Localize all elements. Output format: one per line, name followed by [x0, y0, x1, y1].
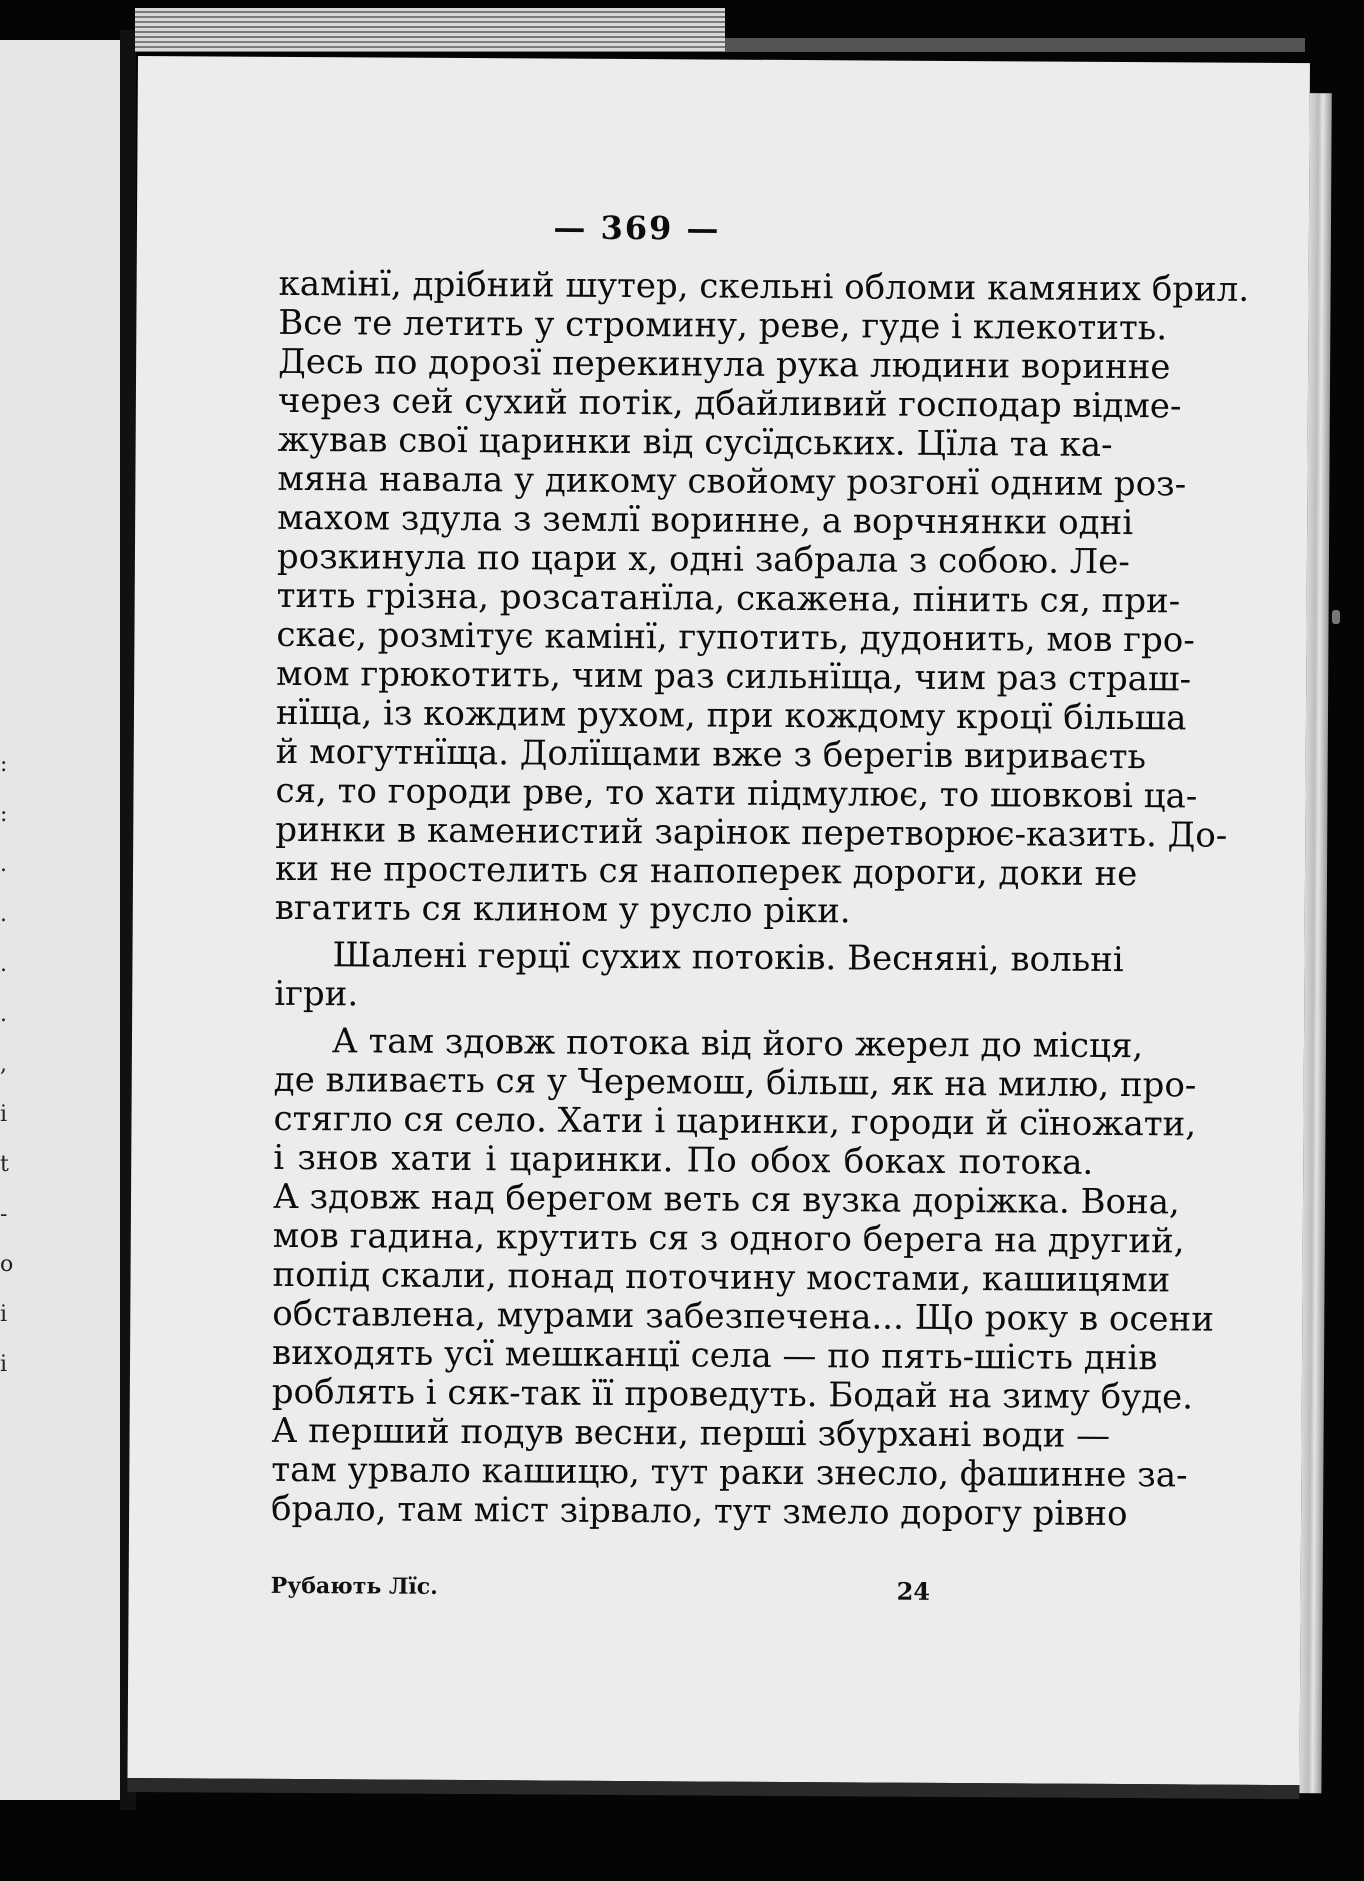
text-line: нїща, із кождим рухом, при кождому кроцї більша: [275, 692, 1187, 739]
text-line: Шалені герцї сухих потоків. Весняні, вольні: [332, 935, 1124, 981]
text-line: камінї, дрібний шутер, скельні обломи камяних брил.: [278, 263, 1250, 310]
text-line: Десь по дорозї перекинула рука людини воринне: [278, 341, 1171, 388]
dust-speck: [1332, 610, 1340, 624]
text-line: мом грюкотить, чим раз сильнїща, чим раз страш-: [276, 653, 1192, 700]
body-text: [271, 263, 1250, 1535]
left-page-sliver: [0, 40, 128, 1800]
left-page-marks: : : . . . . , i t - o i i: [0, 752, 14, 1377]
text-line: А перший подув весни, перші збурхані води —: [271, 1410, 1111, 1456]
text-line: стягло ся село. Хати і царинки, городи й сїножати,: [273, 1098, 1197, 1145]
text-line: махом здула з землї воринне, а ворчнянки одні: [277, 497, 1134, 544]
text-line: Все те летить у стромину, реве, гуде і клекотить.: [278, 302, 1168, 349]
page-edge: [1299, 93, 1331, 1793]
text-line: роблять і сяк-так її проведуть. Бодай на зиму буде.: [271, 1371, 1194, 1418]
text-line: ігри.: [274, 973, 359, 1015]
text-line: попід скали, понад поточину мостами, кашицями: [272, 1254, 1171, 1301]
text-line: брало, там міст зірвало, тут змело дорогу рівно: [271, 1488, 1128, 1535]
text-line: й могутнїща. Долїщами вже з берегів вириваєть: [275, 731, 1147, 778]
text-line: і знов хати і царинки. По обох боках потока.: [273, 1137, 1094, 1183]
page-bottom-shadow: [127, 1778, 1299, 1799]
text-line: розкинула по цари х, одні забрала з собою. Ле-: [276, 536, 1130, 583]
book-page: [127, 56, 1309, 1785]
text-line: де вливаєть ся у Черемош, більш, як на милю, про-: [273, 1059, 1197, 1106]
text-line: А там здовж потока від його жерел до місця,: [331, 1021, 1144, 1067]
text-line: тить грізна, розсатанїла, скажена, пінить ся, при-: [276, 575, 1181, 622]
text-line: виходять усї мешканцї села — по пять-шість днів: [271, 1332, 1158, 1379]
text-line: обставлена, мурами забезпечена... Що року в осени: [272, 1293, 1215, 1340]
signature-mark: Рубають Лїс.: [270, 1572, 438, 1600]
text-line: через сей сухий потік, дбайливий господар відме-: [277, 380, 1182, 427]
text-line: мяна навала у дикому свойому розгонї одним роз-: [277, 458, 1187, 505]
text-line: ки не простелить ся напоперек дороги, доки не: [274, 848, 1138, 895]
binding-strip: [135, 8, 725, 52]
text-line: А здовж над берегом веть ся вузка доріжка. Вона,: [272, 1176, 1180, 1223]
text-line: там урвало кашицю, тут раки знесло, фашинне за-: [271, 1449, 1188, 1496]
sheet-number: 24: [896, 1576, 931, 1606]
text-line: скає, розмітує камінї, гупотить, дудонить, мов гро-: [276, 614, 1195, 661]
page-number: — 369 —: [553, 208, 721, 248]
text-line: жував свої царинки від сусїдських. Цїла та ка-: [277, 419, 1113, 465]
text-line: ся, то городи рве, то хати підмулює, то шовкові ца-: [275, 770, 1198, 817]
text-line: мов гадина, крутить ся з одного берега на другий,: [272, 1215, 1185, 1262]
binding-shadow: [725, 38, 1305, 52]
text-line: ринки в каменистий зарінок перетворює-казить. До-: [275, 809, 1228, 856]
text-line: вгатить ся клином у русло ріки.: [274, 887, 851, 932]
